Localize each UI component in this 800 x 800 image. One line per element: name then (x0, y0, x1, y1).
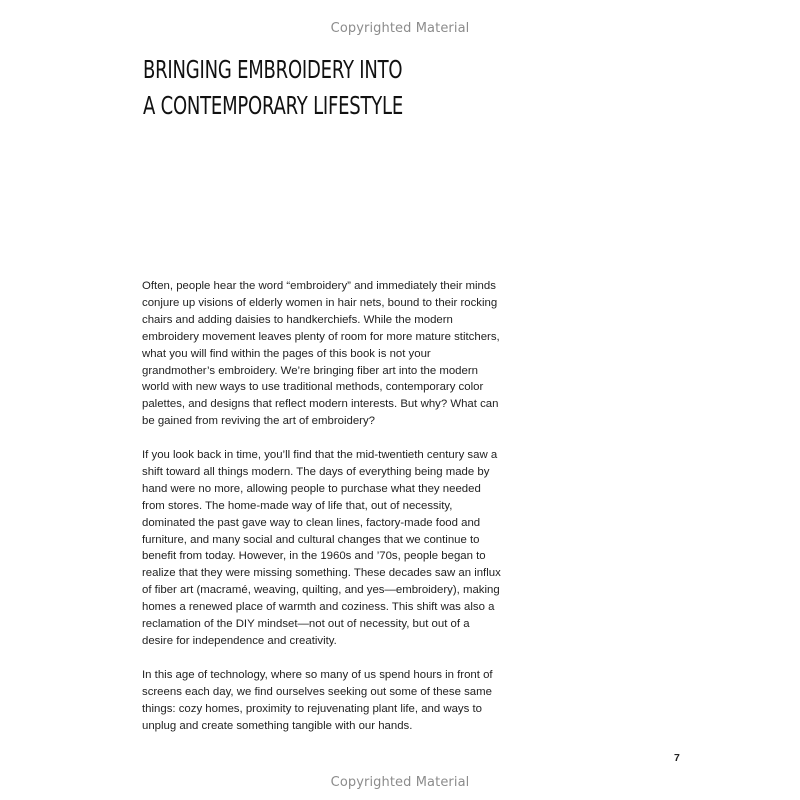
chapter-title-line-1: BRINGING EMBROIDERY INTO (143, 55, 403, 84)
paragraph-2: If you look back in time, you’ll find that the mid-twentieth century saw a shift toward all things modern. The days of everything being made by hand were no more, allowing people to purchase what they needed from stores. The home-made way of life that, out of necessity, dominated the past gave way to clean lines, factory-made food and furniture, and many social and cultural changes that we continue to benefit from today. However, in the 1960s and ’70s, people began to realize that they were missing something. These decades saw an influx of fiber art (macramé, weaving, quilting, and yes—embroidery), making homes a renewed place of warmth and coziness. This shift was also a reclamation of the DIY mindset—not out of necessity, but out of a desire for independence and creativity. (142, 449, 501, 648)
chapter-title (143, 52, 403, 124)
copyright-watermark-top: Copyrighted Material (330, 21, 470, 36)
body-text (142, 278, 502, 751)
chapter-title-line-2: A CONTEMPORARY LIFESTYLE (143, 91, 404, 120)
page-number: 7 (674, 752, 680, 764)
paragraph-1: Often, people hear the word “embroidery” and immediately their minds conjure up visions of elderly women in hair nets, bound to their rocking chairs and adding daisies to handkerchiefs. While the modern embroidery movement leaves plenty of room for more mature stitchers, what you will find within the pages of this book is not your grandmother’s embroidery. We’re bringing fiber art into the modern world with new ways to use traditional methods, contemporary color palettes, and designs that reflect modern interests. But why? What can be gained from reviving the art of embroidery? (142, 280, 500, 428)
paragraph-3: In this age of technology, where so many of us spend hours in front of screens each day, we find ourselves seeking out some of these same things: cozy homes, proximity to rejuvenating plant life, and ways to unplug and create something tangible with our hands. (142, 668, 493, 732)
copyright-watermark-bottom: Copyrighted Material (330, 775, 470, 790)
